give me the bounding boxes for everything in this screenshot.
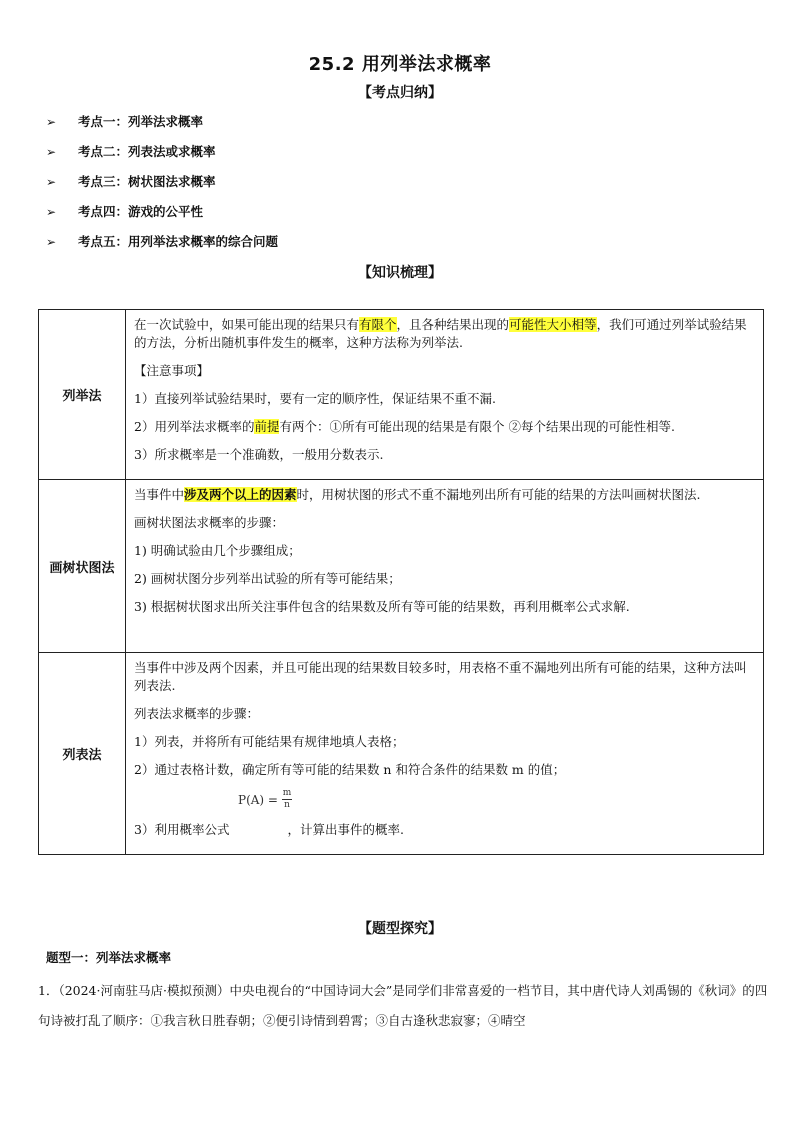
question-type-title: 题型一：列举法求概率 — [46, 950, 172, 965]
row-label: 列举法 — [39, 310, 126, 480]
kaodian-label: 考点三：树状图法求概率 — [78, 174, 216, 189]
table-row — [39, 653, 764, 855]
note-item: 2）用列举法求概率的前提有两个：①所有可能出现的结果是有限个 ②每个结果出现的可能性相等. — [134, 419, 675, 434]
note-title: 【注意事项】 — [134, 363, 210, 378]
list-item — [46, 112, 278, 142]
note-item: 3）所求概率是一个准确数，一般用分数表示. — [134, 447, 384, 462]
row-content — [126, 480, 764, 653]
heading-tixing: 【题型探究】 — [358, 921, 442, 937]
arrow-bullet-icon: ➢ — [46, 175, 57, 189]
kaodian-list — [46, 112, 278, 262]
intro-text: 在一次试验中，如果可能出现的结果只有有限个，且各种结果出现的可能性大小相等，我们可通过列举试验结果的方法，分析出随机事件发生的概率，这种方法称为列举法. — [134, 317, 747, 350]
heading-kaodian: 【考点归纳】 — [358, 85, 442, 101]
step-item: 1) 明确试验由几个步骤组成； — [134, 543, 301, 558]
step-item: 2) 画树状图分步列举出试验的所有等可能结果； — [134, 571, 401, 586]
list-item — [46, 172, 278, 202]
step-item: 3) 根据树状图求出所关注事件包含的结果数及所有等可能的结果数，再利用概率公式求解. — [134, 599, 630, 614]
kaodian-label: 考点一：列举法求概率 — [78, 114, 204, 129]
intro-text: 当事件中涉及两个因素，并且可能出现的结果数目较多时，用表格不重不漏地列出所有可能的结果，这种方法叫列表法. — [134, 660, 747, 693]
steps-title: 列表法求概率的步骤： — [134, 706, 260, 721]
step-item: 1）列表，并将所有可能结果有规律地填人表格； — [134, 734, 405, 749]
arrow-bullet-icon: ➢ — [46, 235, 57, 249]
row-label: 画树状图法 — [39, 480, 126, 653]
row-content — [126, 653, 764, 855]
knowledge-table — [38, 309, 764, 855]
step-item: 2）通过表格计数，确定所有等可能的结果数 n 和符合条件的结果数 m 的值； — [134, 762, 566, 777]
arrow-bullet-icon: ➢ — [46, 145, 57, 159]
table-row — [39, 480, 764, 653]
page-title: 25.2 用列举法求概率 — [308, 54, 492, 75]
question-text: 1．（2024·河南驻马店·模拟预测）中央电视台的“中国诗词大会”是同学们非常喜爱的一档节目，其中唐代诗人刘禹锡的《秋词》的四句诗被打乱了顺序：①我言秋日胜春朝；②便引诗情到碧霄；③自古逢秋悲寂寥；④晴空 — [38, 983, 768, 1028]
note-item: 1）直接列举试验结果时，要有一定的顺序性，保证结果不重不漏. — [134, 391, 496, 406]
row-label: 列表法 — [39, 653, 126, 855]
list-item — [46, 142, 278, 172]
step-item: P(A) = $\frac{m}{n}$ 3）利用概率公式 ，计算出事件的概率. — [134, 788, 404, 837]
kaodian-label: 考点四：游戏的公平性 — [78, 204, 204, 219]
list-item — [46, 232, 278, 262]
row-content — [126, 310, 764, 480]
arrow-bullet-icon: ➢ — [46, 205, 57, 219]
kaodian-label: 考点二：列表法或求概率 — [78, 144, 216, 159]
highlight: 可能性大小相等 — [509, 317, 597, 332]
table-row — [39, 310, 764, 480]
list-item — [46, 202, 278, 232]
highlight: 涉及两个以上的因素 — [184, 487, 297, 502]
highlight: 有限个 — [359, 317, 397, 332]
kaodian-label: 考点五：用列举法求概率的综合问题 — [78, 234, 279, 249]
heading-zhishi: 【知识梳理】 — [358, 265, 442, 281]
arrow-bullet-icon: ➢ — [46, 115, 57, 129]
highlight: 前提 — [254, 419, 280, 434]
probability-formula: P(A) = $\frac{m}{n}$ — [238, 788, 292, 810]
intro-text: 当事件中涉及两个以上的因素时，用树状图的形式不重不漏地列出所有可能的结果的方法叫画树状图法. — [134, 487, 701, 502]
steps-title: 画树状图法求概率的步骤： — [134, 515, 285, 530]
